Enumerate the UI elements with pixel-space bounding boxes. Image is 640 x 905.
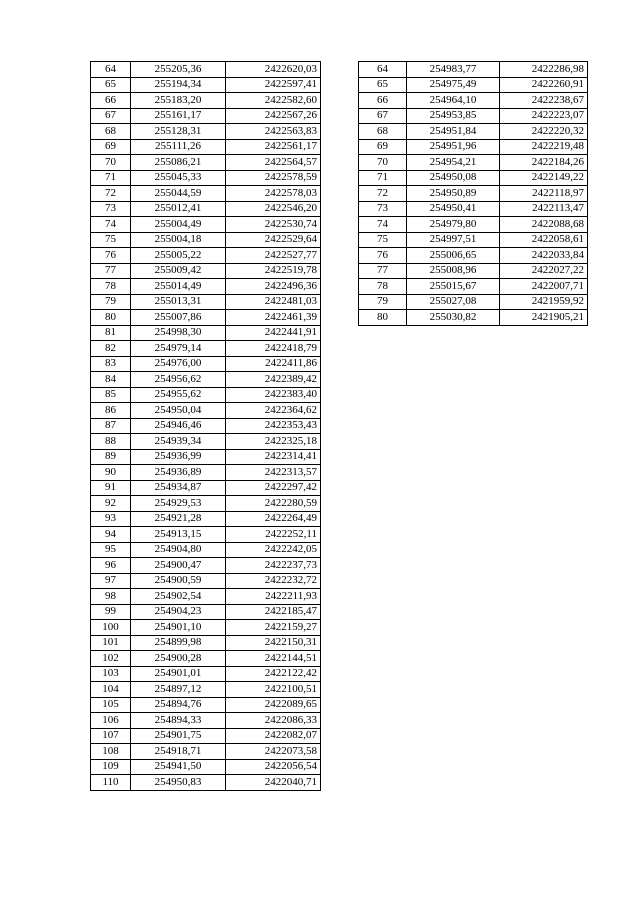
table-row [91,635,321,651]
x-coordinate-cell: 254939,34 [131,434,226,450]
y-coordinate-cell: 2422597,41 [226,77,321,93]
table-row [91,604,321,620]
point-number-cell: 70 [91,155,131,171]
x-coordinate-cell: 254913,15 [131,527,226,543]
x-coordinate-cell: 255004,49 [131,217,226,233]
table-row [359,139,588,155]
table-row [91,620,321,636]
y-coordinate-cell: 2422563,83 [226,124,321,140]
table-row [91,527,321,543]
x-coordinate-cell: 254900,59 [131,573,226,589]
point-number-cell: 109 [91,759,131,775]
table-row [359,217,588,233]
point-number-cell: 99 [91,604,131,620]
table-row [91,248,321,264]
point-number-cell: 66 [91,93,131,109]
table-row [91,294,321,310]
table-row [91,341,321,357]
point-number-cell: 102 [91,651,131,667]
y-coordinate-cell: 2421905,21 [500,310,588,326]
x-coordinate-cell: 255014,49 [131,279,226,295]
point-number-cell: 78 [91,279,131,295]
x-coordinate-cell: 254979,14 [131,341,226,357]
point-number-cell: 84 [91,372,131,388]
x-coordinate-cell: 254894,33 [131,713,226,729]
x-coordinate-cell: 254934,87 [131,480,226,496]
point-number-cell: 89 [91,449,131,465]
table-row [91,728,321,744]
table-row [359,93,588,109]
point-number-cell: 83 [91,356,131,372]
point-number-cell: 85 [91,387,131,403]
x-coordinate-cell: 254921,28 [131,511,226,527]
table-row [91,124,321,140]
table-row [359,62,588,78]
y-coordinate-cell: 2422578,03 [226,186,321,202]
y-coordinate-cell: 2422461,39 [226,310,321,326]
y-coordinate-cell: 2422325,18 [226,434,321,450]
x-coordinate-cell: 254950,08 [407,170,500,186]
table-row [91,403,321,419]
point-number-cell: 81 [91,325,131,341]
x-coordinate-cell: 254950,89 [407,186,500,202]
point-number-cell: 68 [359,124,407,140]
point-number-cell: 106 [91,713,131,729]
x-coordinate-cell: 255015,67 [407,279,500,295]
table-row [91,232,321,248]
point-number-cell: 96 [91,558,131,574]
point-number-cell: 82 [91,341,131,357]
point-number-cell: 65 [359,77,407,93]
coordinates-table-right-body [359,62,588,326]
x-coordinate-cell: 254955,62 [131,387,226,403]
point-number-cell: 77 [359,263,407,279]
point-number-cell: 76 [91,248,131,264]
y-coordinate-cell: 2422237,73 [226,558,321,574]
point-number-cell: 77 [91,263,131,279]
point-number-cell: 74 [91,217,131,233]
y-coordinate-cell: 2422529,64 [226,232,321,248]
y-coordinate-cell: 2422089,65 [226,697,321,713]
point-number-cell: 110 [91,775,131,791]
x-coordinate-cell: 255205,36 [131,62,226,78]
y-coordinate-cell: 2422411,86 [226,356,321,372]
point-number-cell: 90 [91,465,131,481]
point-number-cell: 92 [91,496,131,512]
point-number-cell: 98 [91,589,131,605]
point-number-cell: 75 [359,232,407,248]
table-row [91,775,321,791]
table-row [359,201,588,217]
y-coordinate-cell: 2422122,42 [226,666,321,682]
x-coordinate-cell: 255044,59 [131,186,226,202]
y-coordinate-cell: 2422159,27 [226,620,321,636]
y-coordinate-cell: 2422232,72 [226,573,321,589]
y-coordinate-cell: 2422530,74 [226,217,321,233]
x-coordinate-cell: 254950,41 [407,201,500,217]
point-number-cell: 65 [91,77,131,93]
x-coordinate-cell: 254998,30 [131,325,226,341]
y-coordinate-cell: 2422184,26 [500,155,588,171]
table-row [359,186,588,202]
y-coordinate-cell: 2422561,17 [226,139,321,155]
table-row [359,170,588,186]
y-coordinate-cell: 2422578,59 [226,170,321,186]
table-row [359,155,588,171]
y-coordinate-cell: 2422185,47 [226,604,321,620]
table-row [91,465,321,481]
y-coordinate-cell: 2422519,78 [226,263,321,279]
table-row [359,263,588,279]
y-coordinate-cell: 2422546,20 [226,201,321,217]
x-coordinate-cell: 255004,18 [131,232,226,248]
x-coordinate-cell: 254954,21 [407,155,500,171]
table-row [91,651,321,667]
x-coordinate-cell: 254976,00 [131,356,226,372]
point-number-cell: 64 [91,62,131,78]
y-coordinate-cell: 2422082,07 [226,728,321,744]
point-number-cell: 72 [91,186,131,202]
point-number-cell: 76 [359,248,407,264]
x-coordinate-cell: 254897,12 [131,682,226,698]
y-coordinate-cell: 2422418,79 [226,341,321,357]
x-coordinate-cell: 254951,96 [407,139,500,155]
y-coordinate-cell: 2422073,58 [226,744,321,760]
y-coordinate-cell: 2422252,11 [226,527,321,543]
point-number-cell: 78 [359,279,407,295]
point-number-cell: 71 [359,170,407,186]
table-row [91,713,321,729]
x-coordinate-cell: 254904,80 [131,542,226,558]
x-coordinate-cell: 254946,46 [131,418,226,434]
y-coordinate-cell: 2422007,71 [500,279,588,295]
x-coordinate-cell: 254929,53 [131,496,226,512]
y-coordinate-cell: 2422027,22 [500,263,588,279]
x-coordinate-cell: 255128,31 [131,124,226,140]
y-coordinate-cell: 2422118,97 [500,186,588,202]
x-coordinate-cell: 255009,42 [131,263,226,279]
x-coordinate-cell: 254950,83 [131,775,226,791]
y-coordinate-cell: 2422223,07 [500,108,588,124]
point-number-cell: 95 [91,542,131,558]
table-row [91,480,321,496]
table-row [359,248,588,264]
point-number-cell: 73 [91,201,131,217]
table-row [91,418,321,434]
y-coordinate-cell: 2422314,41 [226,449,321,465]
x-coordinate-cell: 254983,77 [407,62,500,78]
table-row [91,170,321,186]
table-row [91,666,321,682]
x-coordinate-cell: 254902,54 [131,589,226,605]
y-coordinate-cell: 2422620,03 [226,62,321,78]
point-number-cell: 97 [91,573,131,589]
y-coordinate-cell: 2422040,71 [226,775,321,791]
point-number-cell: 73 [359,201,407,217]
coordinates-table-left-body [91,62,321,791]
table-row [91,310,321,326]
table-row [91,77,321,93]
point-number-cell: 80 [359,310,407,326]
point-number-cell: 103 [91,666,131,682]
y-coordinate-cell: 2422313,57 [226,465,321,481]
y-coordinate-cell: 2422056,54 [226,759,321,775]
table-row [91,217,321,233]
x-coordinate-cell: 255086,21 [131,155,226,171]
table-row [91,682,321,698]
y-coordinate-cell: 2422353,43 [226,418,321,434]
y-coordinate-cell: 2422219,48 [500,139,588,155]
x-coordinate-cell: 255183,20 [131,93,226,109]
table-row [91,186,321,202]
x-coordinate-cell: 255045,33 [131,170,226,186]
y-coordinate-cell: 2422527,77 [226,248,321,264]
table-row [359,279,588,295]
y-coordinate-cell: 2422567,26 [226,108,321,124]
point-number-cell: 68 [91,124,131,140]
x-coordinate-cell: 254964,10 [407,93,500,109]
x-coordinate-cell: 255161,17 [131,108,226,124]
y-coordinate-cell: 2422238,67 [500,93,588,109]
coordinates-table-right [358,61,588,326]
x-coordinate-cell: 254901,01 [131,666,226,682]
table-row [359,124,588,140]
point-number-cell: 100 [91,620,131,636]
x-coordinate-cell: 254956,62 [131,372,226,388]
point-number-cell: 75 [91,232,131,248]
x-coordinate-cell: 255005,22 [131,248,226,264]
table-row [91,93,321,109]
x-coordinate-cell: 254979,80 [407,217,500,233]
y-coordinate-cell: 2422260,91 [500,77,588,93]
x-coordinate-cell: 255194,34 [131,77,226,93]
x-coordinate-cell: 254900,28 [131,651,226,667]
y-coordinate-cell: 2422086,33 [226,713,321,729]
y-coordinate-cell: 2421959,92 [500,294,588,310]
x-coordinate-cell: 255013,31 [131,294,226,310]
point-number-cell: 93 [91,511,131,527]
y-coordinate-cell: 2422264,49 [226,511,321,527]
point-number-cell: 69 [359,139,407,155]
table-row [91,589,321,605]
x-coordinate-cell: 254975,49 [407,77,500,93]
table-row [91,697,321,713]
y-coordinate-cell: 2422100,51 [226,682,321,698]
y-coordinate-cell: 2422297,42 [226,480,321,496]
point-number-cell: 86 [91,403,131,419]
y-coordinate-cell: 2422496,36 [226,279,321,295]
table-row [91,356,321,372]
x-coordinate-cell: 254950,04 [131,403,226,419]
table-row [359,310,588,326]
x-coordinate-cell: 254953,85 [407,108,500,124]
point-number-cell: 107 [91,728,131,744]
x-coordinate-cell: 254997,51 [407,232,500,248]
table-row [91,387,321,403]
point-number-cell: 88 [91,434,131,450]
y-coordinate-cell: 2422150,31 [226,635,321,651]
x-coordinate-cell: 254941,50 [131,759,226,775]
x-coordinate-cell: 254901,75 [131,728,226,744]
x-coordinate-cell: 254936,89 [131,465,226,481]
table-row [91,263,321,279]
x-coordinate-cell: 254899,98 [131,635,226,651]
point-number-cell: 69 [91,139,131,155]
table-row [91,372,321,388]
y-coordinate-cell: 2422364,62 [226,403,321,419]
y-coordinate-cell: 2422211,93 [226,589,321,605]
table-row [91,558,321,574]
table-row [91,62,321,78]
table-row [359,294,588,310]
point-number-cell: 64 [359,62,407,78]
point-number-cell: 70 [359,155,407,171]
point-number-cell: 74 [359,217,407,233]
table-row [91,201,321,217]
y-coordinate-cell: 2422389,42 [226,372,321,388]
y-coordinate-cell: 2422481,03 [226,294,321,310]
x-coordinate-cell: 254900,47 [131,558,226,574]
y-coordinate-cell: 2422088,68 [500,217,588,233]
coordinates-table-left [90,61,321,791]
x-coordinate-cell: 254901,10 [131,620,226,636]
y-coordinate-cell: 2422286,98 [500,62,588,78]
point-number-cell: 80 [91,310,131,326]
point-number-cell: 91 [91,480,131,496]
table-row [91,155,321,171]
table-row [359,77,588,93]
x-coordinate-cell: 254904,23 [131,604,226,620]
x-coordinate-cell: 254918,71 [131,744,226,760]
table-row [91,434,321,450]
point-number-cell: 87 [91,418,131,434]
y-coordinate-cell: 2422280,59 [226,496,321,512]
y-coordinate-cell: 2422113,47 [500,201,588,217]
y-coordinate-cell: 2422564,57 [226,155,321,171]
table-row [91,542,321,558]
point-number-cell: 105 [91,697,131,713]
x-coordinate-cell: 254894,76 [131,697,226,713]
y-coordinate-cell: 2422441,91 [226,325,321,341]
x-coordinate-cell: 255008,96 [407,263,500,279]
point-number-cell: 79 [91,294,131,310]
table-row [91,511,321,527]
table-row [91,279,321,295]
y-coordinate-cell: 2422242,05 [226,542,321,558]
x-coordinate-cell: 255111,26 [131,139,226,155]
point-number-cell: 72 [359,186,407,202]
y-coordinate-cell: 2422582,60 [226,93,321,109]
table-row [91,759,321,775]
x-coordinate-cell: 255007,86 [131,310,226,326]
point-number-cell: 104 [91,682,131,698]
point-number-cell: 66 [359,93,407,109]
x-coordinate-cell: 255027,08 [407,294,500,310]
y-coordinate-cell: 2422033,84 [500,248,588,264]
y-coordinate-cell: 2422383,40 [226,387,321,403]
table-row [91,744,321,760]
table-row [91,325,321,341]
y-coordinate-cell: 2422220,32 [500,124,588,140]
point-number-cell: 108 [91,744,131,760]
x-coordinate-cell: 254951,84 [407,124,500,140]
table-row [91,139,321,155]
y-coordinate-cell: 2422149,22 [500,170,588,186]
y-coordinate-cell: 2422058,61 [500,232,588,248]
point-number-cell: 94 [91,527,131,543]
table-row [91,449,321,465]
table-row [91,496,321,512]
table-row [91,108,321,124]
x-coordinate-cell: 255012,41 [131,201,226,217]
x-coordinate-cell: 255006,65 [407,248,500,264]
table-row [91,573,321,589]
table-row [359,232,588,248]
point-number-cell: 67 [359,108,407,124]
y-coordinate-cell: 2422144,51 [226,651,321,667]
point-number-cell: 101 [91,635,131,651]
point-number-cell: 67 [91,108,131,124]
point-number-cell: 79 [359,294,407,310]
x-coordinate-cell: 255030,82 [407,310,500,326]
table-row [359,108,588,124]
point-number-cell: 71 [91,170,131,186]
x-coordinate-cell: 254936,99 [131,449,226,465]
